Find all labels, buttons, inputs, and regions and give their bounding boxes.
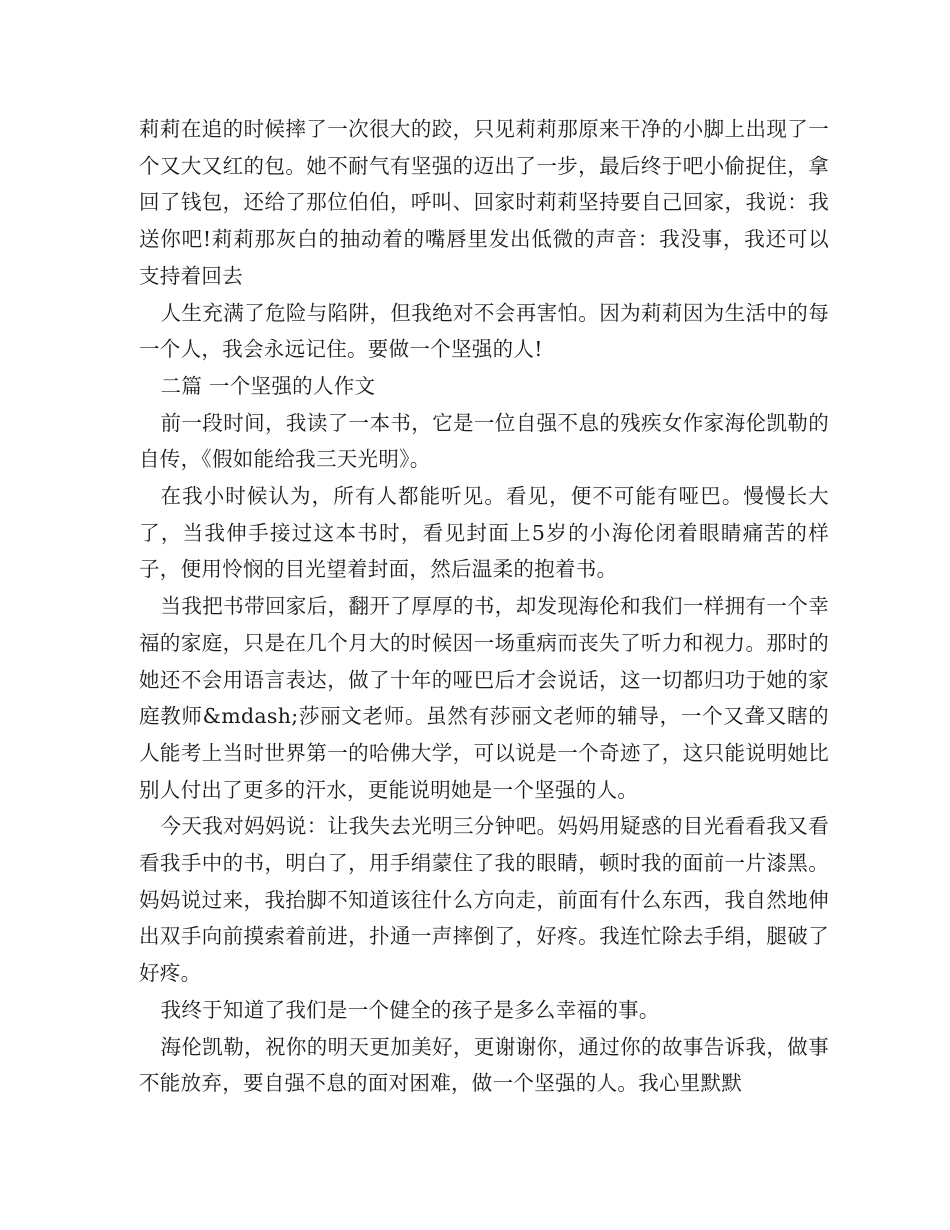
paragraph-5: 当我把书带回家后，翻开了厚厚的书，却发现海伦和我们一样拥有一个幸福的家庭，只是在几个月大的时候因一场重病而丧失了听力和视力。那时的她还不会用语言表达，做了十年的哑巴后才会说话，这一切都归功于她的家庭教师&mdash;莎丽文老师。虽然有莎丽文老师的辅导，一个又聋又瞎的人能考上当时世界第一的哈佛大学，可以说是一个奇迹了，这只能说明她比别人付出了更多的汗水，更能说明她是一个坚强的人。	[139, 594, 829, 802]
paragraph-7: 我终于知道了我们是一个健全的孩子是多么幸福的事。	[160, 997, 660, 1022]
paragraph-2: 人生充满了危险与陷阱，但我绝对不会再害怕。因为莉莉因为生活中的每一个人，我会永远记住。要做一个坚强的人!	[139, 300, 829, 362]
paragraph-4: 在我小时候认为，所有人都能听见。看见，便不可能有哑巴。慢慢长大了，当我伸手接过这本书时，看见封面上5岁的小海伦闭着眼睛痛苦的样子，便用怜悯的目光望着封面，然后温柔的抱着书。	[139, 484, 829, 582]
document-body	[139, 111, 829, 1102]
paragraph-8: 海伦凯勒，祝你的明天更加美好，更谢谢你，通过你的故事告诉我，做事不能放弃，要自强不息的面对困难，做一个坚强的人。我心里默默	[139, 1034, 829, 1096]
paragraph-6: 今天我对妈妈说：让我失去光明三分钟吧。妈妈用疑惑的目光看看我又看看我手中的书，明白了，用手绢蒙住了我的眼睛，顿时我的面前一片漆黑。妈妈说过来，我抬脚不知道该往什么方向走，前面有什么东西，我自然地伸出双手向前摸索着前进，扑通一声摔倒了，好疼。我连忙除去手绢，腿破了好疼。	[139, 814, 829, 986]
section-heading: 二篇 一个坚强的人作文	[160, 373, 376, 398]
paragraph-1: 莉莉在追的时候摔了一次很大的跤，只见莉莉那原来干净的小脚上出现了一个又大又红的包。她不耐气有坚强的迈出了一步，最后终于吧小偷捉住，拿回了钱包，还给了那位伯伯，呼叫、回家时莉莉坚持要自己回家，我说：我送你吧!莉莉那灰白的抽动着的嘴唇里发出低微的声音：我没事，我还可以支持着回去	[139, 117, 829, 288]
paragraph-3: 前一段时间，我读了一本书，它是一位自强不息的残疾女作家海伦凯勒的自传，《假如能给我三天光明》。	[139, 410, 829, 472]
